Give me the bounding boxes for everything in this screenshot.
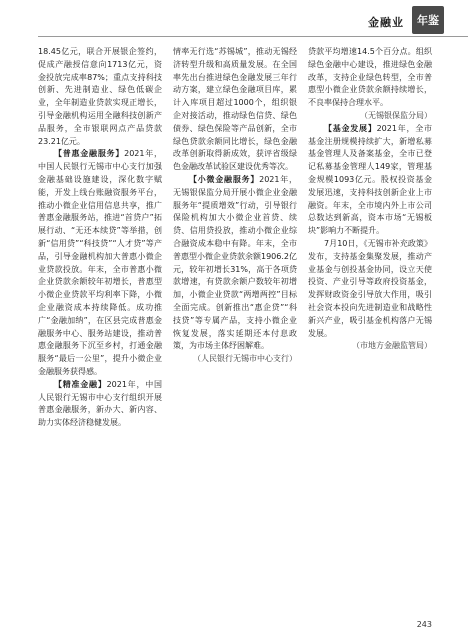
paragraph-text: （市地方金融监管局） [352, 341, 432, 351]
paragraph-text: 贷款平均增速14.5个百分点。组织绿色金融中心建设，推进绿色金融改革，支持企业绿色转型，全市普惠型小微企业贷款余额持续增长，不良率保持合理水平。 [308, 47, 432, 108]
paragraph [38, 148, 162, 378]
paragraph-text: 2021年，无锡银保监分局开展小微企业金融服务年“提质增效”行动，引导银行保险机构加大小微企业首贷、续贷、信用贷投放，推动小微企业综合融资成本稳中有降。年末，全市普惠型小微企业贷款余额1906.2亿元，较年初增长31%，高于各项贷款增速，有贷款余额户数较年初增加，小微企业贷款“两增两控”目标全面完成。创新推出“惠企贷”“科技贷”等专属产品，支持小微企业恢复发展，落实延期还本付息政策，为市场主体纾困解难。 [173, 174, 297, 351]
paragraph [308, 123, 432, 238]
paragraph-heading: 【小微金融服务】 [189, 174, 260, 184]
paragraph-text: 18.45亿元，联合开展银企签约，促成产融授信意向1713亿元，资金投放完成率87%；重点支持科技创新、先进制造业、绿色低碳企业，全年制造业贷款实现正增长，引导金融机构运用全融科技创新产品服务，全市银联网点产品贷款23.21亿元。 [38, 47, 162, 146]
paragraph-heading: 【精准金融】 [54, 379, 107, 389]
paragraph [173, 46, 297, 174]
yearbook-logo-icon [412, 6, 444, 34]
page-number: 243 [416, 620, 432, 629]
page-header [0, 0, 468, 44]
header-rule [38, 36, 468, 37]
paragraph-text: （人民银行无锡市中心支行） [193, 354, 297, 364]
paragraph-text: 2021年，中国人民银行无锡市中心支行组织开展普惠金融服务，新办大、新内容、助力实体经济稳健发展。 [38, 379, 162, 428]
column-left [38, 46, 162, 614]
source-attribution [173, 353, 297, 366]
paragraph-text: 7月10日，《无锡市补充政策》发布，支持基金集聚发展，推动产业基金与创投基金协同，设立天使投资、产业引导等政府投资基金，发挥财政资金引导放大作用，吸引社会资本投向先进制造业和战略性新兴产业，吸引基金机构落户无锡发展。 [308, 238, 432, 338]
article-columns [38, 46, 432, 614]
paragraph-text: （无锡银保监分局） [360, 110, 432, 120]
paragraph-heading: 【普惠金融服务】 [54, 149, 125, 159]
paragraph-text: 情率无行选“苏锡城”，推动无锡经济转型升级和高质量发展。在全国率先出台推进绿色金融发展三年行动方案，建立绿色金融项目库，累计入库项目超过1000个，组织银企对接活动，推动绿色信贷、绿色债券、绿色保险等产品创新，全市绿色贷款余额同比增长，绿色金融改革创新取得新成效，获评省级绿色金融改革试验区建设优秀等次。 [173, 47, 297, 172]
source-attribution [308, 110, 432, 123]
logo-text: 年鉴 [417, 13, 439, 27]
paragraph [308, 238, 432, 340]
paragraph [173, 174, 297, 353]
paragraph [38, 46, 162, 148]
paragraph [38, 379, 162, 430]
section-title: 金融业 [368, 16, 404, 29]
paragraph-text: 2021年，全市基金注册规模持续扩大，新增私募基金管理人及备案基金，全市已登记私募基金管理人149家，管理基金规模1093亿元。股权投资基金发展迅速，支持科技创新企业上市融资。年末，全市境内外上市公司总数达到新高，资本市场“无锡板块”影响力不断提升。 [308, 123, 432, 236]
paragraph-text: 2021年，中国人民银行无锡市中心支行加强金融基础设施建设，深化数字赋能，开发上线台账融资服务平台，推动小微企业信用信息共享，推广普惠金融服务站，推进“首贷户”拓展行动、“无还本续贷”等举措，创新“信用贷”“科技贷”“人才贷”等产品，引导金融机构加大普惠小微企业贷款投放。年末，全市普惠小微企业贷款余额较年初增长，普惠型小微企业贷款平均利率下降，小微企业融资成本持续降低。成功推广“金融加纳”，在区县完成普惠金融服务中心、服务站建设，推动普惠金融服务下沉至乡村，打通金融服务“最后一公里”，提升小微企业金融服务获得感。 [38, 149, 162, 376]
column-middle [173, 46, 297, 614]
paragraph-heading: 【基金发展】 [324, 123, 377, 133]
source-attribution [308, 340, 432, 353]
paragraph [308, 46, 432, 110]
column-right [308, 46, 432, 614]
